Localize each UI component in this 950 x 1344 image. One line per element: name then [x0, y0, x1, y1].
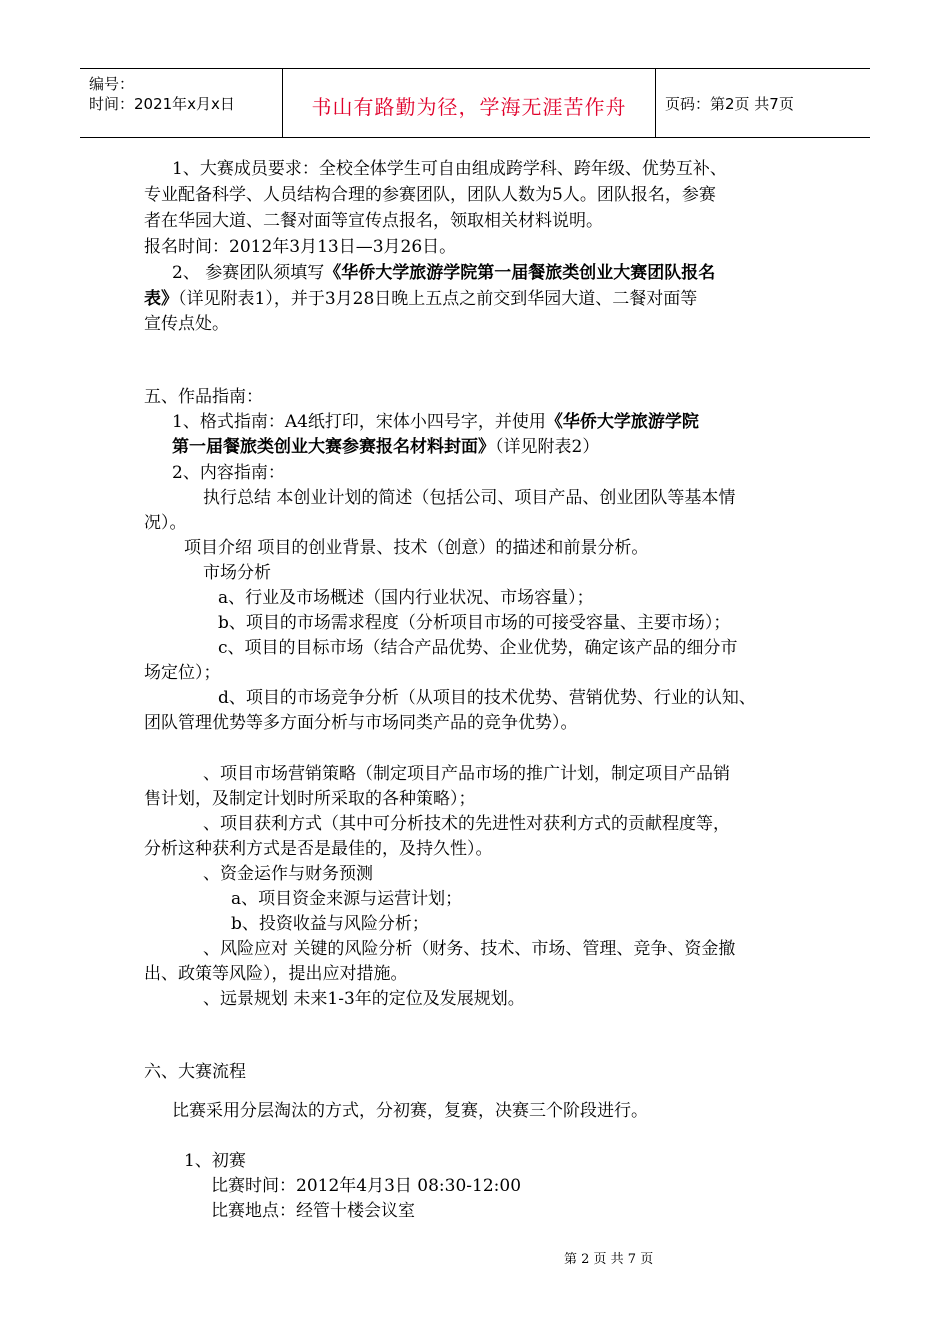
paragraph-line: 况）。: [144, 513, 187, 533]
section-heading: 六、大赛流程: [144, 1062, 246, 1082]
text-run: 1、格式指南：A4纸打印，宋体小四号字，并使用: [172, 412, 546, 432]
text-run: （详见附表1），并于3月28日晚上五点之前交到华园大道、二餐对面等: [178, 289, 698, 309]
paragraph-line: [172, 411, 699, 433]
paragraph-line: 、远景规划 未来1-3年的定位及发展规划。: [203, 989, 525, 1009]
document-date: 时间：2021年x月x日: [89, 95, 235, 113]
paragraph-line: 2、内容指南：: [172, 463, 285, 483]
section-heading: 五、作品指南：: [144, 387, 263, 407]
paragraph-line: 团队管理优势等多方面分析与市场同类产品的竞争优势）。: [144, 713, 578, 733]
header-right-cell: [657, 69, 870, 137]
paragraph-line: [144, 288, 697, 310]
bold-text-run: 第一届餐旅类创业大赛参赛报名材料封面》: [172, 437, 495, 457]
paragraph-line: 专业配备科学、人员结构合理的参赛团队，团队人数为5人。团队报名，参赛: [144, 185, 716, 205]
paragraph-line: 执行总结 本创业计划的简述（包括公司、项目产品、创业团队等基本情: [203, 488, 736, 508]
paragraph-line: [172, 262, 715, 284]
paragraph-line: [172, 436, 599, 458]
header-page-info: 页码：第2页 共7页: [665, 95, 794, 113]
paragraph-line: 项目介绍 项目的创业背景、技术（创意）的描述和前景分析。: [184, 538, 649, 558]
paragraph-line: 分析这种获利方式是否是最佳的，及持久性）。: [144, 839, 493, 859]
text-run: （详见附表2）: [495, 437, 600, 457]
paragraph-line: 报名时间：2012年3月13日—3月26日。: [144, 237, 457, 257]
paragraph-line: 1、初赛: [184, 1151, 246, 1171]
bold-text-run: 《华侨大学旅游学院: [545, 412, 699, 432]
paragraph-line: 出、政策等风险），提出应对措施。: [144, 964, 408, 984]
paragraph-line: d、项目的市场竞争分析（从项目的技术优势、营销优势、行业的认知、: [218, 688, 756, 708]
paragraph-line: 市场分析: [203, 563, 271, 583]
paragraph-line: 者在华园大道、二餐对面等宣传点报名，领取相关材料说明。: [144, 211, 603, 231]
paragraph-line: 售计划，及制定计划时所采取的各种策略）；: [144, 789, 476, 809]
text-run: 2、 参赛团队须填写: [172, 263, 325, 283]
header-left-cell: [80, 69, 283, 137]
paragraph-line: a、项目资金来源与运营计划；: [231, 889, 463, 909]
paragraph-line: 比赛时间：2012年4月3日 08:30-12:00: [211, 1176, 522, 1196]
paragraph-line: c、项目的目标市场（结合产品优势、企业优势，确定该产品的细分市: [218, 638, 738, 658]
paragraph-line: 、项目获利方式（其中可分析技术的先进性对获利方式的贡献程度等，: [203, 814, 730, 834]
header-motto: 书山有路勤为径，学海无涯苦作舟: [311, 95, 627, 119]
header-center-cell: [283, 69, 656, 137]
bold-text-run: 表》: [144, 289, 178, 309]
paragraph-line: 场定位）；: [144, 663, 221, 683]
page-header: [80, 68, 870, 138]
paragraph-line: 比赛地点：经管十楼会议室: [211, 1201, 415, 1221]
paragraph-line: 比赛采用分层淘汰的方式，分初赛，复赛，决赛三个阶段进行。: [172, 1101, 648, 1121]
paragraph-line: 、项目市场营销策略（制定项目产品市场的推广计划，制定项目产品销: [203, 764, 730, 784]
paragraph-line: 、资金运作与财务预测: [203, 864, 373, 884]
page-footer: 第 2 页 共 7 页: [564, 1252, 654, 1267]
document-code-label: 编号：: [89, 75, 135, 93]
paragraph-line: b、投资收益与风险分析；: [231, 914, 429, 934]
bold-text-run: 《华侨大学旅游学院第一届餐旅类创业大赛团队报名: [324, 263, 716, 283]
paragraph-line: 宣传点处。: [144, 314, 229, 334]
paragraph-line: 1、大赛成员要求：全校全体学生可自由组成跨学科、跨年级、优势互补、: [172, 159, 727, 179]
paragraph-line: 、风险应对 关键的风险分析（财务、技术、市场、管理、竞争、资金撤: [203, 939, 736, 959]
paragraph-line: b、项目的市场需求程度（分析项目市场的可接受容量、主要市场）；: [218, 613, 731, 633]
paragraph-line: a、行业及市场概述（国内行业状况、市场容量）；: [218, 588, 594, 608]
